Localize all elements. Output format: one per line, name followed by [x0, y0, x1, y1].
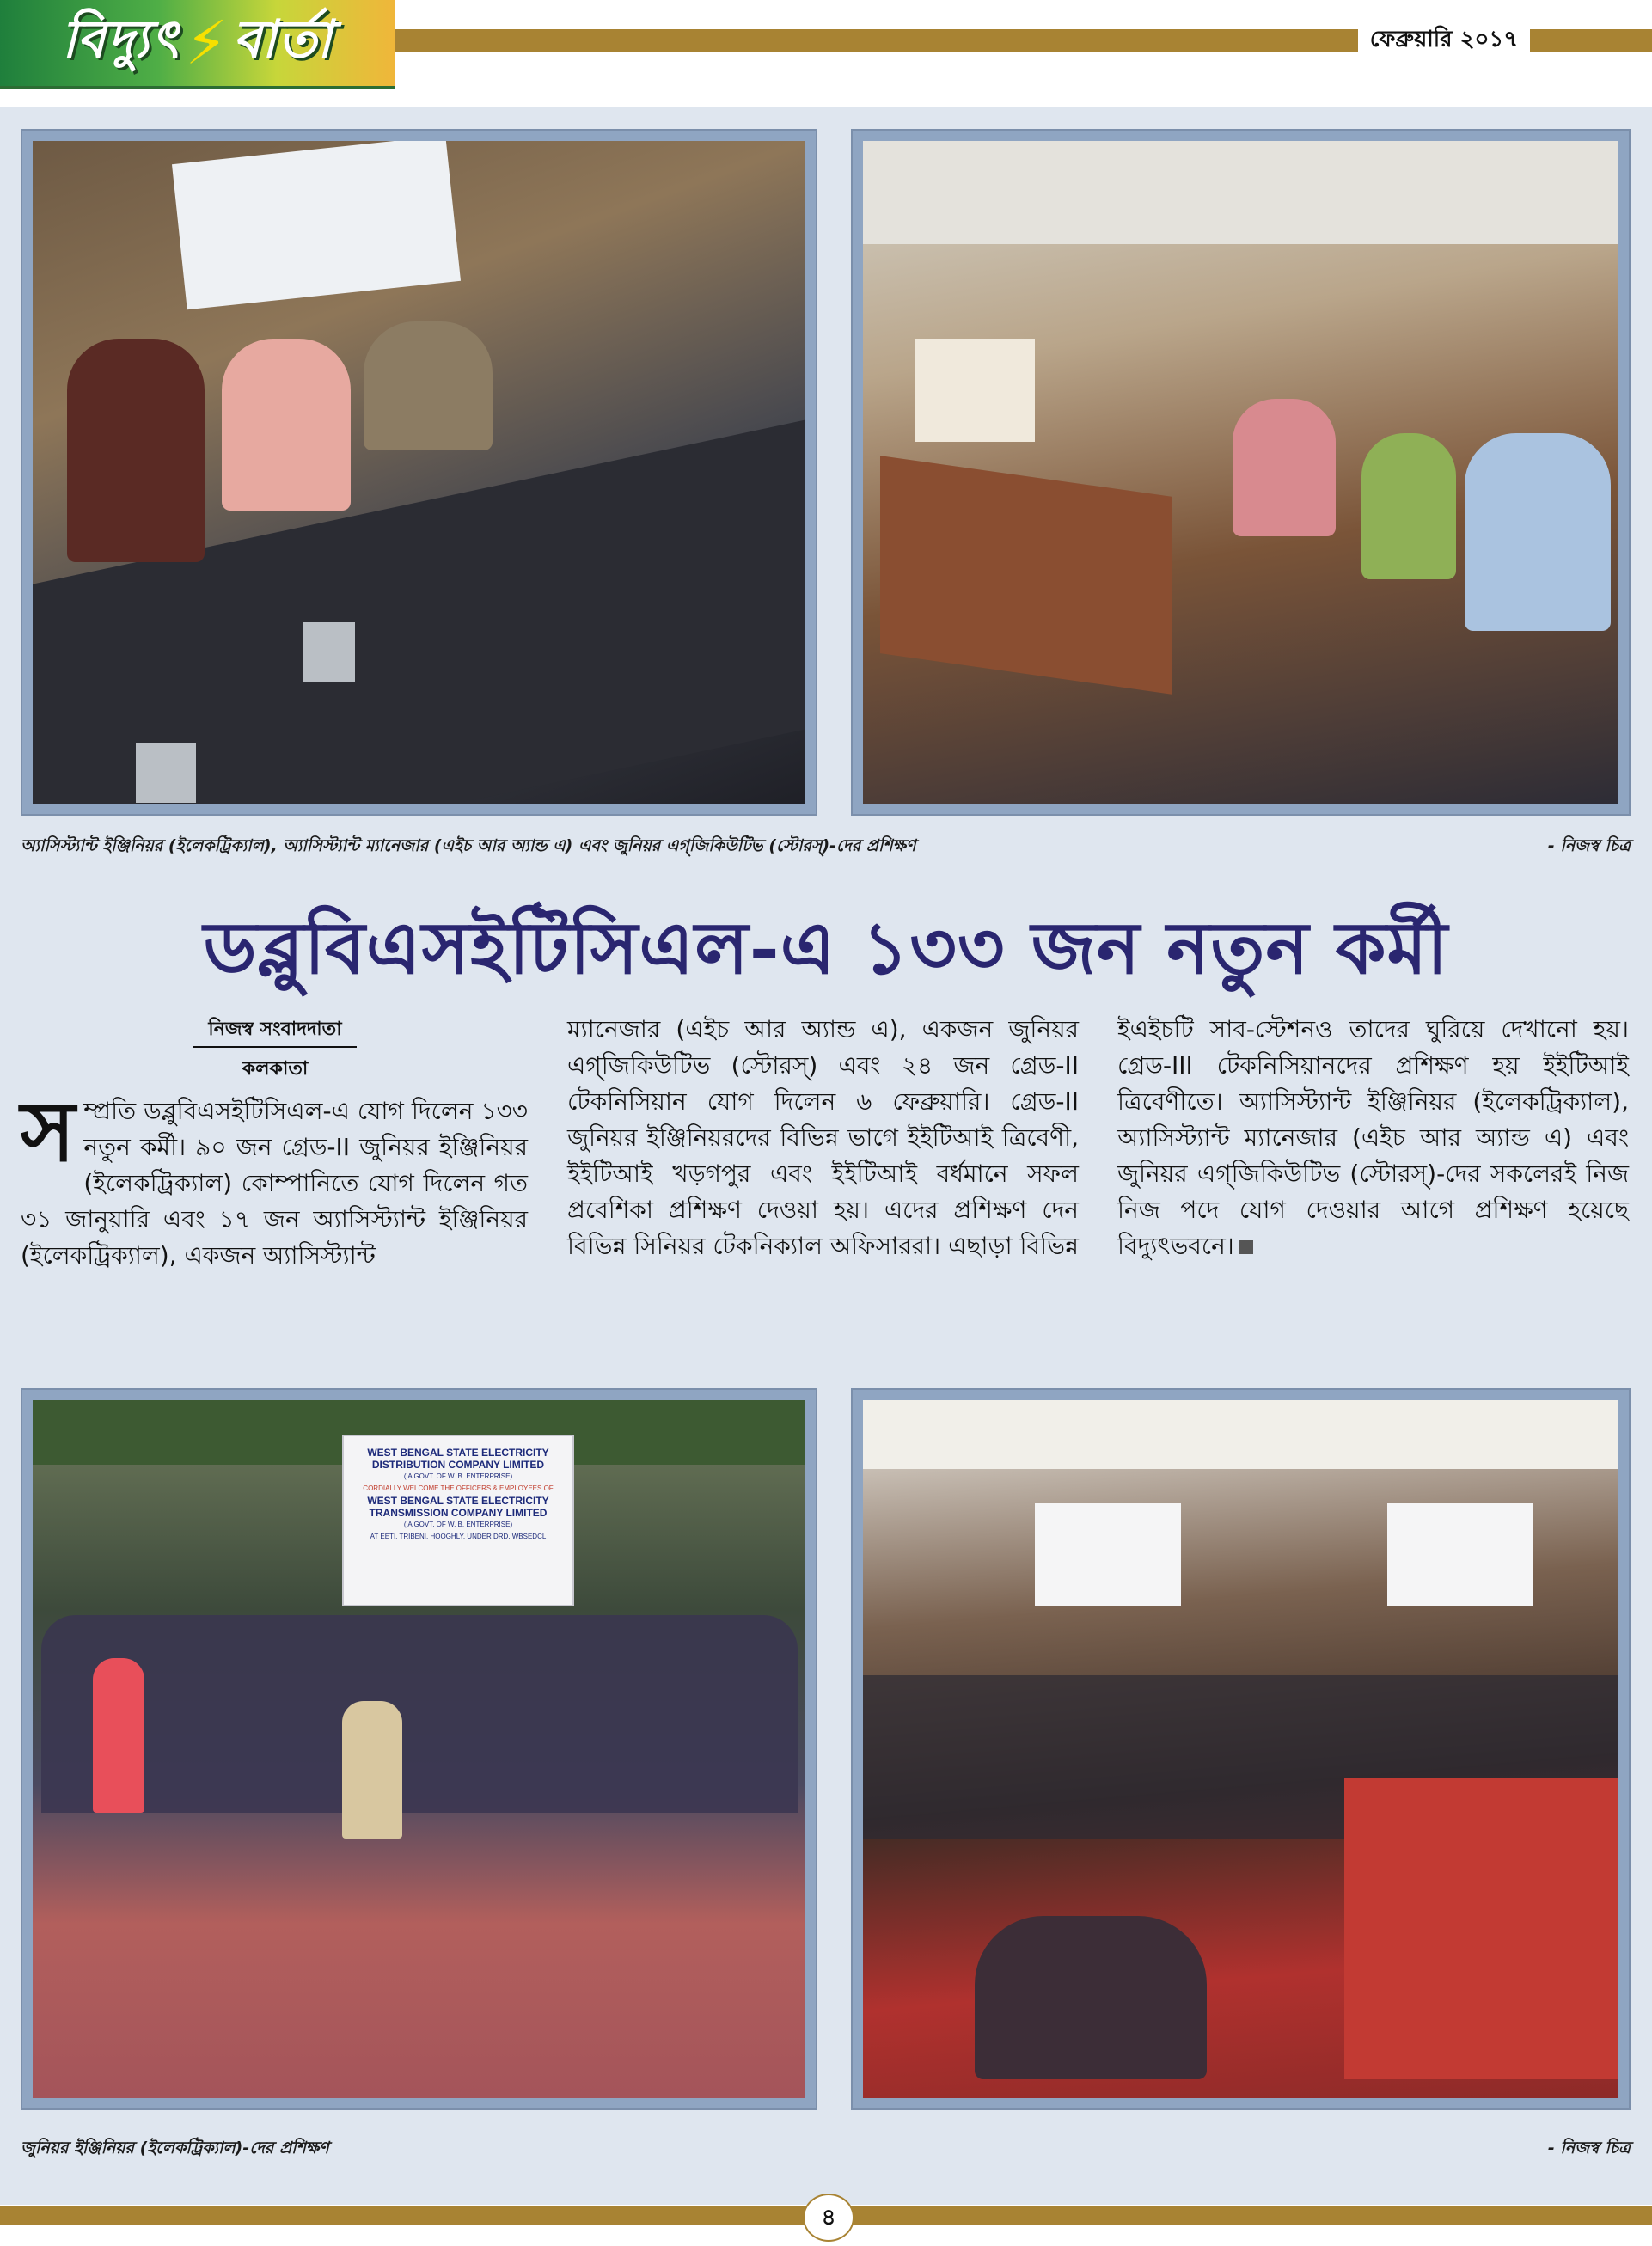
- logo-text-right: বার্তা: [232, 9, 333, 70]
- banner-line-7: ( A GOVT. OF W. B. ENTERPRISE): [403, 1521, 513, 1528]
- article-column-3: [1117, 1012, 1629, 1264]
- dateline: কলকাতা: [242, 1058, 309, 1080]
- top-photo-credit: - নিজস্ব চিত্র: [1547, 836, 1631, 855]
- banner-line-5: WEST BENGAL STATE ELECTRICITY: [367, 1495, 549, 1507]
- article-headline: ডব্লুবিএসইটিসিএল-এ ১৩৩ জন নতুন কর্মী: [203, 905, 1449, 990]
- banner-line-3: ( A GOVT. OF W. B. ENTERPRISE): [403, 1472, 513, 1480]
- header-rule: [395, 29, 1358, 52]
- photo-lecture-hall: [851, 1388, 1631, 2110]
- top-photo-caption: অ্যাসিস্ট্যান্ট ইঞ্জিনিয়র (ইলেকট্রিক্যাল), অ্যাসিস্ট্যান্ট ম্যানেজার (এইচ আর অ্যান্ড এ) এবং জুনিয়র এগ্‌জিকিউটিভ (স্টোরস্‌)-দের প্রশিক্ষণ: [21, 836, 916, 855]
- bottom-photo-credit: - নিজস্ব চিত্র: [1547, 2139, 1631, 2157]
- article-col3-text: ইএইচটি সাব-স্টেশনও তাদের ঘুরিয়ে দেখানো হয়। গ্রেড-III টেকনিসিয়ানদের প্রশিক্ষণ হয় ইইটিআই ত্রিবেণীতে। অ্যাসিস্ট্যান্ট ইঞ্জিনিয়র (ইলেকট্রিক্যাল), অ্যাসিস্ট্যান্ট ম্যানেজার (এইচ আর অ্যান্ড এ) এবং জুনিয়র এগ্‌জিকিউটিভ (স্টোরস্‌)-দের সকলেরই নিজ নিজ পদে যোগ দেওয়ার আগে প্রশিক্ষণ হয়েছে বিদ্যুৎভবনে।: [1117, 1015, 1629, 1260]
- photo-panel-speakers: [21, 129, 817, 816]
- banner-line-1: WEST BENGAL STATE ELECTRICITY: [367, 1447, 549, 1459]
- article-col1-text: ম্প্রতি ডব্লুবিএসইটিসিএল-এ যোগ দিলেন ১৩৩ নতুন কর্মী। ৯০ জন গ্রেড-II জুনিয়র ইঞ্জিনিয়র (ইলেকট্রিক্যাল) কোম্পানিতে যোগ দিলেন গত ৩১ জানুয়ারি এবং ১৭ জন অ্যাসিস্ট্যান্ট ইঞ্জিনিয়র (ইলেকট্রিক্যাল), একজন অ্যাসিস্ট্যান্ট: [21, 1097, 528, 1270]
- banner-line-8: AT EETI, TRIBENI, HOOGHLY, UNDER DRD, WBSEDCL: [370, 1533, 547, 1540]
- bottom-photo-caption: জুনিয়র ইঞ্জিনিয়র (ইলেকট্রিক্যাল)-দের প্রশিক্ষণ: [21, 2139, 329, 2157]
- drop-cap: স: [21, 1083, 76, 1180]
- photo-classroom-trainees: [851, 129, 1631, 816]
- welcome-banner: [342, 1435, 574, 1606]
- logo-text-left: বিদ্যুৎ: [62, 9, 180, 70]
- byline: নিজস্ব সংবাদদাতা: [193, 1014, 357, 1048]
- photo-group-welcome: [21, 1388, 817, 2110]
- article-column-1: [21, 1083, 528, 1274]
- article-column-2: [567, 1012, 1079, 1264]
- banner-line-2: DISTRIBUTION COMPANY LIMITED: [371, 1459, 545, 1471]
- page-number: ৪: [803, 2194, 854, 2242]
- masthead-logo: [0, 0, 395, 89]
- banner-line-6: TRANSMISSION COMPANY LIMITED: [369, 1507, 548, 1519]
- header-rule-right: [1530, 29, 1652, 52]
- issue-date: ফেব্রুয়ারি ২০১৭: [1369, 27, 1519, 52]
- end-mark-icon: [1239, 1240, 1253, 1254]
- banner-line-4: CORDIALLY WELCOME THE OFFICERS & EMPLOYEES OF: [363, 1484, 554, 1492]
- lightning-bolt-icon: ⚡: [185, 8, 228, 78]
- article-col2-text: ম্যানেজার (এইচ আর অ্যান্ড এ), একজন জুনিয়র এগ্‌জিকিউটিভ (স্টোরস্‌) এবং ২৪ জন গ্রেড-II টেকনিসিয়ান যোগ দিলেন ৬ ফেব্রুয়ারি। গ্রেড-II জুনিয়র ইঞ্জিনিয়রদের বিভিন্ন ভাগে ইইটিআই ত্রিবেণী, ইইটিআই খড়গপুর এবং ইইটিআই বর্ধমানে সফল প্রবেশিকা প্রশিক্ষণ দেওয়া হয়। এদের প্রশিক্ষণ দেন বিভিন্ন সিনিয়র টেকনিক্যাল অফিসাররা। এছাড়া বিভিন্ন: [567, 1015, 1079, 1260]
